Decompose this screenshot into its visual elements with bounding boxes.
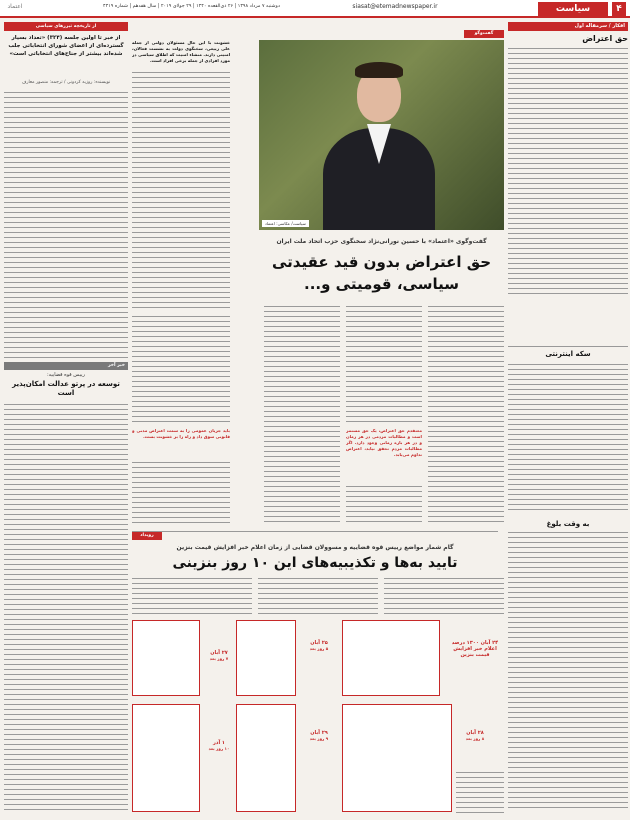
right-article3-body xyxy=(508,530,628,810)
page-header xyxy=(0,0,630,18)
bottom-footer-col xyxy=(456,770,504,814)
timeline-box-4 xyxy=(342,704,452,812)
logo: اعتماد xyxy=(7,3,23,10)
bottom-title: تایید به‌ها و تکذیبیه‌های این ۱۰ روز بنزینی xyxy=(172,555,458,571)
timeline-callout-3: ۲۷ آبان ۷ روز بعد xyxy=(209,650,229,661)
interview-body-col2 xyxy=(346,304,422,424)
bottom-tag: رویداد xyxy=(132,532,162,540)
right-article3-title: به وقت بلوغ xyxy=(546,520,590,528)
right-article2-body xyxy=(508,362,628,512)
timeline-callout-4: ۲۸ آبان ۸ روز بعد xyxy=(465,730,485,741)
timeline-callout-big: ۲۴ آبان ۱۳۰۰ درصد اعلام خبر افزایش قیمت بنزین xyxy=(451,640,499,658)
divider xyxy=(508,346,628,347)
interview-body-col4 xyxy=(132,314,230,424)
timeline-callout-5: ۲۹ آبان ۹ روز بعد xyxy=(309,730,329,741)
timeline-callout-2: ۲۵ آبان ۵ روز بعد xyxy=(309,640,329,651)
portrait-figure xyxy=(319,58,439,230)
pull-quote-2: باید جریان عمومی را به سمت اعتراض مدنی و قانونی سوق داد و راه را بر خشونت بست. xyxy=(132,428,230,439)
website-link[interactable]: siasat@etemadnewspaper.ir xyxy=(352,3,438,10)
page-number: ۴ xyxy=(612,2,626,16)
timeline-box-5 xyxy=(236,704,296,812)
interview-lead-body xyxy=(132,70,230,310)
interview-body-col2b xyxy=(346,484,422,526)
timeline-callout-6: ۱ آذر ۱۰ روز بعد xyxy=(208,740,230,751)
timeline-box-2 xyxy=(236,620,296,696)
right-article2-title: سکه اینترنتی xyxy=(545,350,591,358)
left-article2-title: توسعه در پرتو عدالت امکان‌پذیر است xyxy=(12,380,120,397)
interview-body-col3 xyxy=(264,304,340,526)
photo-caption: سیاست/ عکاسی: اعتماد xyxy=(262,220,309,227)
timeline-box-3 xyxy=(132,620,200,696)
left-article1-body xyxy=(4,90,128,358)
left-article1-author: نویسنده: روزبه کردونی / ترجمه: منصور معارف xyxy=(21,80,111,85)
interview-lead-text: خشونت با این حال مسئولان دولتی از جمله علی ربیعی، سخنگوی دولت به نشست فعالان، امنیتی دارند. منشاء امنیت که اطلاق سیاسی در مورد افرادی از جمله برخی افراد است. xyxy=(132,40,230,63)
left-article2-header: خبر آخر xyxy=(4,362,128,370)
right-article1-body xyxy=(508,46,628,296)
interview-title-line2: سیاسی، قومیتی و... xyxy=(304,275,459,293)
interview-tag: گفت‌وگو xyxy=(464,30,504,38)
left-article2-kicker: رییس قوه قضاییه: xyxy=(47,372,85,378)
timeline-box-6 xyxy=(132,704,200,812)
left-article2-body xyxy=(4,402,128,814)
bottom-kicker: گام شمار مواضع رییس قوه قضاییه و مسوولان قضایی از زمان اعلام خبر افزایش قیمت بنزین xyxy=(176,544,454,551)
timeline-box-1 xyxy=(342,620,440,696)
interview-kicker: گفت‌وگوی «اعتماد» با حسین نورانی‌نژاد سخنگوی حزب اتحاد ملت ایران xyxy=(276,238,487,245)
bottom-divider xyxy=(132,531,498,532)
pull-quote-1: معتقدم حق اعتراض، یک حق مستمر است و مطالبات مردمی در هر زمان و در هر بازه زمانی وجود دارد. اگر مطالبات مردم تحقق نیابد، اعتراض تداوم می‌یابد. xyxy=(346,428,422,457)
interview-body-col4b xyxy=(132,460,230,526)
interview-lead-column xyxy=(132,40,230,310)
interview-body-col1 xyxy=(428,304,504,526)
left-article1-title: از خبر تا اولین جلسه (۳۲۴) «تعداد بسیار گسترده‌ای از اعضای شورای انتخاباتی جلب شده‌اند بیشتر از جناح‌های انتخاباتی است» xyxy=(8,35,124,57)
right-column-header: افکار / سرمقاله اول xyxy=(508,22,628,31)
date-line: دوشنبه ۷ مرداد ۱۳۹۸ | ۲۶ ذی‌القعده ۱۴۴۰ | ۲۹ جولای ۲۰۱۹ | سال هفدهم | شماره ۴۴۱۹ xyxy=(103,4,280,9)
bottom-col1 xyxy=(384,576,504,614)
interview-photo xyxy=(259,40,504,230)
bottom-col3 xyxy=(132,576,252,614)
interview-title-line1: حق اعتراض بدون قید عقیدتی xyxy=(271,253,492,271)
section-label: سیاست xyxy=(538,2,608,16)
left-top-header: از تاریخچه تیزرهای سیاسی xyxy=(4,22,128,31)
bottom-col2 xyxy=(258,576,378,614)
right-article1-title: حق اعتراض xyxy=(582,34,628,43)
